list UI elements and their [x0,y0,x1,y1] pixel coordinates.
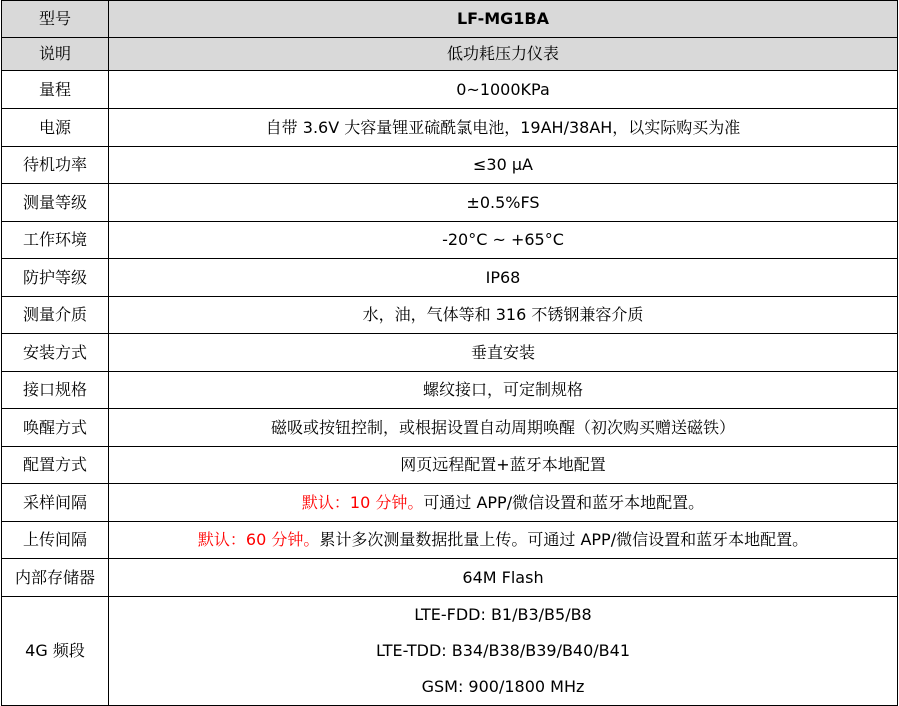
table-row [2,1,898,38]
table-row [2,559,898,597]
default-note: 默认：10 分钟。 [301,492,424,512]
row-label: 测量等级 [2,184,109,222]
row-value: 0~1000KPa [109,71,898,109]
table-row [2,597,898,706]
row-label: 说明 [2,38,109,71]
row-value: 64M Flash [109,559,898,597]
row-label: 配置方式 [2,447,109,484]
row-value: ≤30 μA [109,147,898,184]
row-label: 工作环境 [2,222,109,259]
row-value: -20°C ~ +65°C [109,222,898,259]
row-value: IP68 [109,259,898,297]
row-value-text: 累计多次测量数据批量上传。可通过 APP/微信设置和蓝牙本地配置。 [319,530,809,550]
band-line: GSM: 900/1800 MHz [421,677,585,696]
row-value: 网页远程配置+蓝牙本地配置 [109,447,898,484]
row-label: 上传间隔 [2,522,109,559]
table-row [2,259,898,297]
row-value: 低功耗压力仪表 [109,38,898,71]
row-value [109,522,898,559]
row-label: 测量介质 [2,297,109,334]
row-value: ±0.5%FS [109,184,898,222]
row-value-text: 可通过 APP/微信设置和蓝牙本地配置。 [423,492,705,512]
table-row [2,484,898,522]
row-label: 防护等级 [2,259,109,297]
spec-table [1,0,898,706]
band-line: LTE-FDD: B1/B3/B5/B8 [414,605,592,624]
table-row [2,447,898,484]
row-label: 唤醒方式 [2,409,109,447]
table-row [2,109,898,147]
table-row [2,297,898,334]
row-value: 磁吸或按钮控制，或根据设置自动周期唤醒（初次购买赠送磁铁） [109,409,898,447]
row-label: 安装方式 [2,334,109,372]
row-label: 电源 [2,109,109,147]
row-label: 接口规格 [2,372,109,409]
row-label: 采样间隔 [2,484,109,522]
table-row [2,71,898,109]
table-row [2,522,898,559]
row-label: 内部存储器 [2,559,109,597]
table-row [2,38,898,71]
row-value: 螺纹接口，可定制规格 [109,372,898,409]
band-list [109,597,898,706]
row-label: 量程 [2,71,109,109]
table-row [2,222,898,259]
row-value [109,484,898,522]
table-row [2,372,898,409]
table-row [2,184,898,222]
row-value: 垂直安装 [109,334,898,372]
row-value: 水，油，气体等和 316 不锈钢兼容介质 [109,297,898,334]
default-note: 默认：60 分钟。 [197,530,320,550]
row-label: 4G 频段 [2,597,109,706]
model-value: LF-MG1BA [109,1,898,38]
row-value: 自带 3.6V 大容量锂亚硫酰氯电池，19AH/38AH，以实际购买为准 [109,109,898,147]
row-label: 待机功率 [2,147,109,184]
table-row [2,147,898,184]
table-row [2,409,898,447]
band-line: LTE-TDD: B34/B38/B39/B40/B41 [375,641,631,660]
table-row [2,334,898,372]
row-label: 型号 [2,1,109,38]
